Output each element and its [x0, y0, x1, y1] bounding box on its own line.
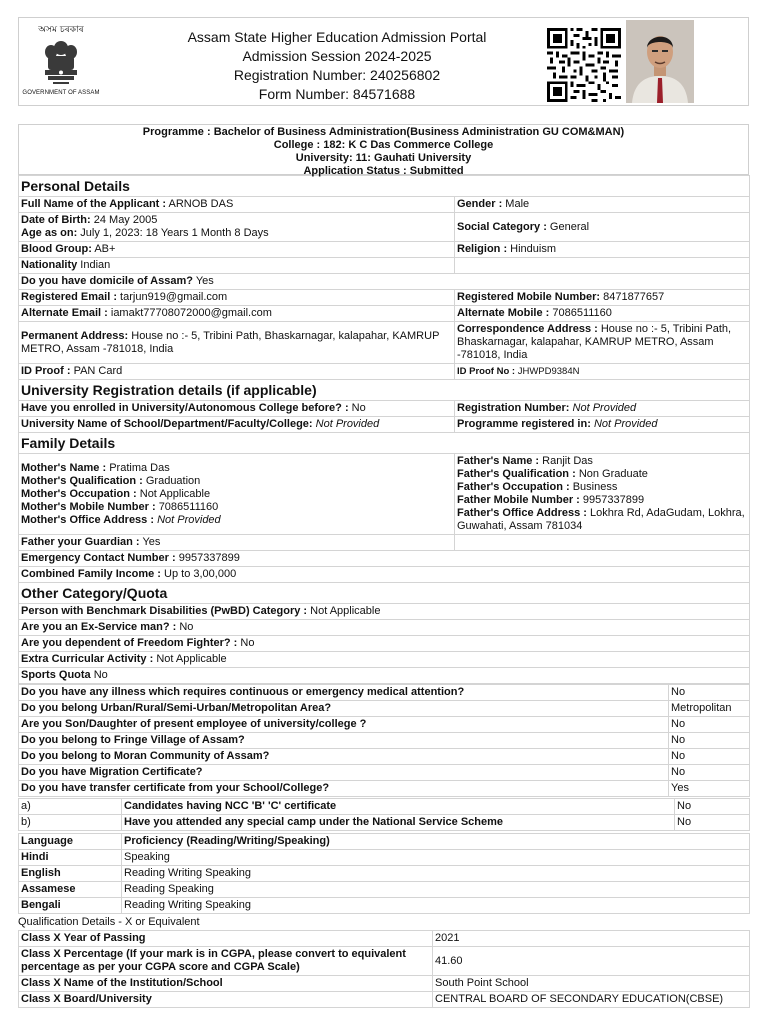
blood-group-value: AB+	[94, 243, 116, 255]
personal-details-table	[18, 175, 750, 684]
extra-curricular-label: Extra Curricular Activity :	[21, 653, 154, 665]
application-status: Application Status : Submitted	[303, 165, 464, 177]
language-row	[19, 866, 750, 882]
personal-details-heading: Personal Details	[19, 176, 750, 197]
family-income-label: Combined Family Income :	[21, 568, 161, 580]
question-answer: No	[669, 765, 750, 781]
government-emblem	[21, 22, 101, 102]
pwbd-cell	[19, 604, 750, 620]
sports-quota-label: Sports Quota	[21, 669, 91, 681]
extra-curricular-value: Not Applicable	[156, 653, 227, 665]
question-row	[19, 701, 750, 717]
qualification-value: 2021	[433, 931, 750, 947]
university-line: University: 11: Gauhati University	[295, 152, 472, 164]
mother-qualification-value: Graduation	[145, 474, 201, 487]
qualification-label: Class X Name of the Institution/School	[19, 976, 433, 992]
social-category-cell	[455, 213, 750, 242]
question-row	[19, 717, 750, 733]
language-proficiency: Reading Writing Speaking	[122, 866, 750, 882]
social-category-value: General	[549, 220, 590, 233]
email-label: Registered Email :	[21, 291, 117, 303]
domicile-cell	[19, 274, 750, 290]
reg-no-value: Not Provided	[572, 402, 637, 414]
qualification-row	[19, 931, 750, 947]
permanent-address-label: Permanent Address:	[21, 329, 129, 342]
emergency-contact-value: 9957337899	[178, 552, 240, 564]
registration-number: Registration Number: 240256802	[233, 67, 441, 83]
full-name-label: Full Name of the Applicant :	[21, 198, 167, 210]
admission-session: Admission Session 2024-2025	[242, 48, 432, 64]
language-proficiency: Reading Speaking	[122, 882, 750, 898]
father-qualification-label: Father's Qualification :	[457, 468, 576, 480]
extra-curricular-cell	[19, 652, 750, 668]
qualification-value: South Point School	[433, 976, 750, 992]
domicile-label: Do you have domicile of Assam?	[21, 275, 193, 287]
id-proof-no-value: JHWPD9384N	[517, 366, 580, 377]
question-text: Do you have Migration Certificate?	[19, 765, 669, 781]
reg-no-cell	[455, 401, 750, 417]
age-label: Age as on:	[21, 227, 78, 239]
mother-mobile-value: 7086511160	[158, 500, 219, 513]
question-text: Do you belong to Moran Community of Assam?	[19, 749, 669, 765]
enrolled-value: No	[351, 402, 366, 414]
qualification-heading: Qualification Details - X or Equivalent	[18, 916, 200, 928]
language-row	[19, 850, 750, 866]
qualification-label: Class X Year of Passing	[19, 931, 433, 947]
family-income-cell	[19, 567, 750, 583]
mother-details-cell	[19, 454, 455, 535]
ncc-question: Candidates having NCC 'B' 'C' certificate	[122, 799, 675, 815]
prog-reg-label: Programme registered in:	[457, 418, 591, 430]
question-text: Do you have transfer certificate from your School/College?	[19, 781, 669, 797]
father-name-value: Ranjit Das	[542, 455, 593, 467]
nationality-value: Indian	[80, 259, 111, 271]
school-label: University Name of School/Department/Faculty/College:	[21, 418, 313, 430]
question-row	[19, 765, 750, 781]
ncc-question: Have you attended any special camp under the National Service Scheme	[122, 815, 675, 831]
qr-code	[546, 28, 622, 102]
mother-office-value: Not Provided	[157, 513, 221, 526]
qualification-table	[18, 930, 750, 1008]
ncc-answer: No	[675, 815, 750, 831]
id-proof-no-label: ID Proof No :	[457, 366, 516, 377]
mother-name-label: Mother's Name :	[21, 461, 107, 474]
nationality-cell	[19, 258, 455, 274]
religion-value: Hinduism	[510, 243, 557, 255]
age-value: July 1, 2023: 18 Years 1 Month 8 Days	[80, 227, 269, 239]
sports-quota-cell	[19, 668, 750, 684]
empty-cell	[455, 535, 750, 551]
school-value: Not Provided	[315, 418, 380, 430]
pwbd-value: Not Applicable	[310, 605, 381, 617]
prog-reg-cell	[455, 417, 750, 433]
empty-cell	[455, 258, 750, 274]
mobile-label: Registered Mobile Number:	[457, 291, 601, 303]
qualification-row	[19, 976, 750, 992]
enrolled-label: Have you enrolled in University/Autonomous College before? :	[21, 402, 349, 414]
dob-label: Date of Birth:	[21, 214, 91, 226]
question-row	[19, 685, 750, 701]
reg-no-label: Registration Number:	[457, 402, 570, 414]
father-occupation-label: Father's Occupation :	[457, 481, 570, 493]
ex-service-label: Are you an Ex-Service man? :	[21, 621, 177, 633]
freedom-fighter-cell	[19, 636, 750, 652]
mother-qualification-label: Mother's Qualification :	[21, 474, 143, 487]
ncc-table	[18, 798, 750, 831]
sports-quota-value: No	[93, 669, 108, 681]
college-line: College : 182: K C Das Commerce College	[273, 139, 494, 151]
mobile-cell	[455, 290, 750, 306]
gender-cell	[455, 197, 750, 213]
mother-office-label: Mother's Office Address :	[21, 513, 155, 526]
mother-occupation-value: Not Applicable	[139, 487, 211, 500]
guardian-label: Father your Guardian :	[21, 536, 140, 548]
alt-email-value: iamakt77708072000@gmail.com	[110, 307, 272, 319]
full-name-cell	[19, 197, 455, 213]
lion-capital-icon	[39, 38, 83, 90]
portal-title: Assam State Higher Education Admission Portal	[187, 29, 487, 45]
language-name: English	[19, 866, 122, 882]
mother-name-value: Pratima Das	[109, 461, 170, 474]
ncc-index: a)	[19, 799, 122, 815]
id-proof-label: ID Proof :	[21, 365, 71, 377]
blood-group-cell	[19, 242, 455, 258]
header-title-block	[159, 28, 515, 104]
domicile-value: Yes	[195, 275, 214, 287]
enrolled-cell	[19, 401, 455, 417]
language-name: Assamese	[19, 882, 122, 898]
dob-age-cell	[19, 213, 455, 242]
ncc-index: b)	[19, 815, 122, 831]
qualification-label: Class X Board/University	[19, 992, 433, 1008]
language-row	[19, 898, 750, 914]
school-cell	[19, 417, 455, 433]
ex-service-cell	[19, 620, 750, 636]
social-category-label: Social Category :	[457, 220, 547, 233]
alt-mobile-label: Alternate Mobile :	[457, 307, 550, 319]
proficiency-col-header: Proficiency (Reading/Writing/Speaking)	[122, 834, 750, 850]
ncc-row	[19, 815, 750, 831]
mobile-value: 8471877657	[603, 291, 665, 303]
question-answer: No	[669, 685, 750, 701]
emblem-caption: GOVERNMENT OF ASSAM	[22, 90, 100, 96]
emblem-script: অসম চৰকাৰ	[38, 25, 84, 35]
question-text: Do you belong to Fringe Village of Assam?	[19, 733, 669, 749]
university-registration-heading: University Registration details (if applicable)	[19, 380, 750, 401]
qualification-row	[19, 947, 750, 976]
dob-value: 24 May 2005	[93, 214, 158, 226]
question-answer: No	[669, 717, 750, 733]
language-col-header: Language	[19, 834, 122, 850]
id-proof-cell	[19, 364, 455, 380]
language-name: Hindi	[19, 850, 122, 866]
father-qualification-value: Non Graduate	[578, 468, 648, 480]
freedom-fighter-label: Are you dependent of Freedom Fighter? :	[21, 637, 238, 649]
admission-form	[18, 17, 749, 1008]
ex-service-value: No	[179, 621, 194, 633]
question-answer: No	[669, 749, 750, 765]
question-text: Are you Son/Daughter of present employee of university/college ?	[19, 717, 669, 733]
applicant-portrait-icon	[626, 20, 694, 103]
programme-summary	[18, 124, 749, 175]
qualification-value: CENTRAL BOARD OF SECONDARY EDUCATION(CBSE)	[433, 992, 750, 1008]
language-row	[19, 882, 750, 898]
qualification-row	[19, 992, 750, 1008]
father-office-value: Lokhra Rd, AdaGudam, Lokhra, Guwahati, Assam 781034	[457, 507, 745, 532]
questions-table	[18, 684, 750, 797]
qualification-label: Class X Percentage (If your mark is in CGPA, please convert to equivalent percentage as per your CGPA score and CGPA Scale)	[19, 947, 433, 976]
father-office-label: Father's Office Address :	[457, 507, 587, 519]
father-mobile-value: 9957337899	[582, 494, 645, 506]
ncc-answer: No	[675, 799, 750, 815]
father-name-label: Father's Name :	[457, 455, 540, 467]
language-proficiency: Reading Writing Speaking	[122, 898, 750, 914]
religion-cell	[455, 242, 750, 258]
question-row	[19, 781, 750, 797]
email-value: tarjun919@gmail.com	[120, 291, 228, 303]
email-cell	[19, 290, 455, 306]
emergency-contact-cell	[19, 551, 750, 567]
alt-mobile-cell	[455, 306, 750, 322]
programme-line: Programme : Bachelor of Business Administration(Business Administration GU COM&MAN)	[142, 126, 625, 138]
language-name: Bengali	[19, 898, 122, 914]
mother-occupation-label: Mother's Occupation :	[21, 487, 137, 500]
ncc-row	[19, 799, 750, 815]
mother-mobile-label: Mother's Mobile Number :	[21, 500, 156, 513]
correspondence-address-label: Correspondence Address :	[457, 323, 598, 335]
alt-mobile-value: 7086511160	[552, 307, 612, 319]
language-proficiency: Speaking	[122, 850, 750, 866]
permanent-address-cell	[19, 322, 455, 364]
id-proof-value: PAN Card	[73, 365, 123, 377]
father-occupation-value: Business	[572, 481, 618, 493]
emergency-contact-label: Emergency Contact Number :	[21, 552, 176, 564]
languages-table	[18, 833, 750, 914]
id-proof-no-cell	[455, 364, 750, 380]
prog-reg-value: Not Provided	[593, 418, 658, 430]
alt-email-label: Alternate Email :	[21, 307, 108, 319]
guardian-value: Yes	[142, 536, 161, 548]
father-mobile-label: Father Mobile Number :	[457, 494, 580, 506]
question-answer: No	[669, 733, 750, 749]
applicant-photo	[626, 20, 694, 103]
family-income-value: Up to 3,00,000	[164, 568, 237, 580]
other-category-heading: Other Category/Quota	[19, 583, 750, 604]
question-answer: Metropolitan	[669, 701, 750, 717]
father-details-cell	[455, 454, 750, 535]
freedom-fighter-value: No	[240, 637, 255, 649]
pwbd-label: Person with Benchmark Disabilities (PwBD) Category :	[21, 605, 308, 617]
question-answer: Yes	[669, 781, 750, 797]
question-text: Do you have any illness which requires continuous or emergency medical attention?	[19, 685, 669, 701]
qualification-value: 41.60	[433, 947, 750, 976]
alt-email-cell	[19, 306, 455, 322]
blood-group-label: Blood Group:	[21, 243, 92, 255]
religion-label: Religion :	[457, 243, 508, 255]
permanent-address-value: House no :- 5, Tribini Path, Bhaskarnagar, kalapahar, KAMRUP METRO, Assam -781018, India	[21, 329, 440, 355]
question-text: Do you belong Urban/Rural/Semi-Urban/Metropolitan Area?	[19, 701, 669, 717]
correspondence-address-value: House no :- 5, Tribini Path, Bhaskarnagar, kalapahar, KAMRUP METRO, Assam -781018, India	[457, 323, 732, 361]
correspondence-address-cell	[455, 322, 750, 364]
full-name-value: ARNOB DAS	[168, 198, 234, 210]
question-row	[19, 749, 750, 765]
gender-value: Male	[505, 198, 530, 210]
nationality-label: Nationality	[21, 259, 78, 271]
guardian-cell	[19, 535, 455, 551]
family-details-heading: Family Details	[19, 433, 750, 454]
gender-label: Gender :	[457, 198, 503, 210]
question-row	[19, 733, 750, 749]
form-number: Form Number: 84571688	[258, 86, 416, 102]
form-header	[18, 17, 749, 106]
